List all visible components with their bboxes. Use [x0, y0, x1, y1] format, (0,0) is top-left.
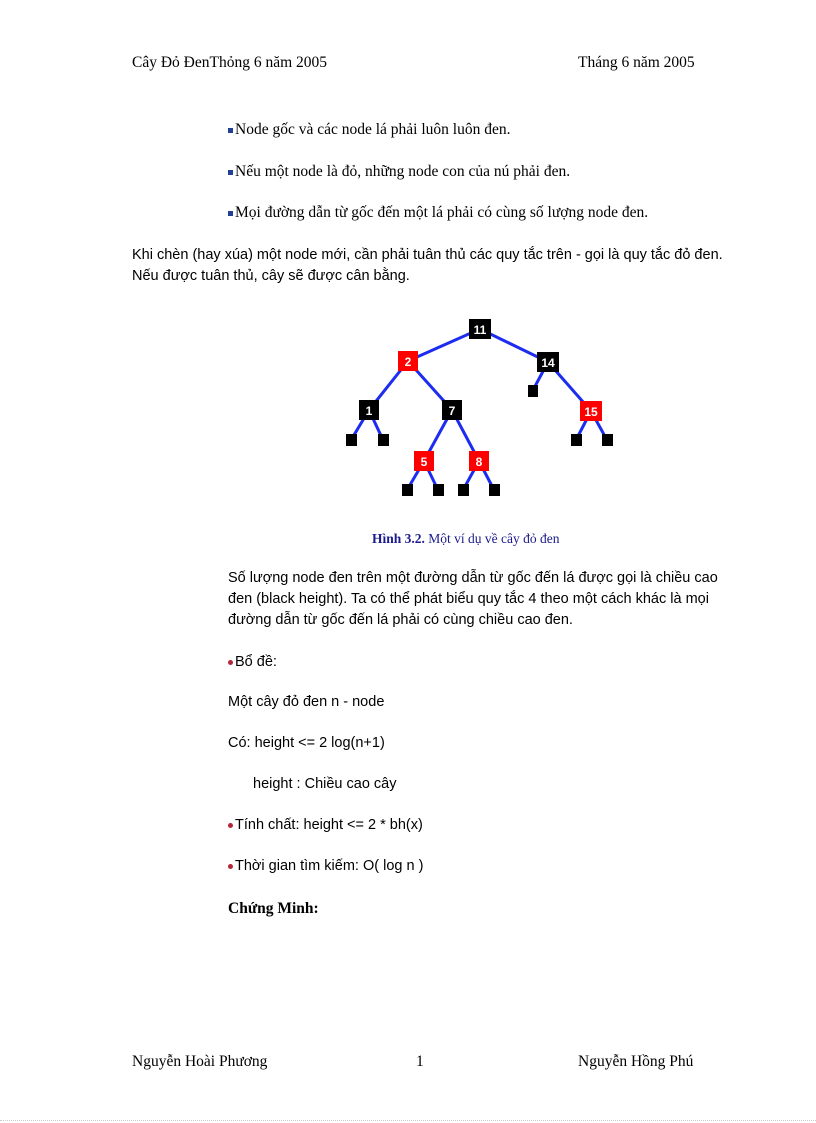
node-label: 15 — [584, 405, 598, 419]
lemma-heading-item — [228, 654, 277, 670]
page-number: 1 — [416, 1053, 424, 1070]
footer-author-right: Nguyễn Hồng Phú — [578, 1053, 694, 1070]
property-text: Tính chất: height <= 2 * bh(x) — [235, 817, 423, 833]
tree-node-2 — [398, 351, 418, 371]
nil-leaf — [433, 484, 444, 496]
black-height-paragraph: Số lượng node đen trên một đường dẫn từ gốc đến lá được gọi là chiều cao đen (black height). Ta có thể phát biểu quy tắc 4 theo một cách khác là mọi đường dẫn từ gốc đến lá phải có cùng chiều cao đen. — [228, 570, 718, 628]
tree-node-5 — [414, 451, 434, 471]
lemma-line: height : Chiều cao cây — [253, 776, 397, 792]
square-bullet-icon — [228, 128, 233, 133]
header-date: Tháng 6 năm 2005 — [578, 54, 695, 71]
proof-heading: Chứng Minh: — [228, 900, 319, 917]
tree-node-7 — [442, 400, 462, 420]
nil-leaf — [402, 484, 413, 496]
page-divider — [0, 1120, 816, 1121]
round-bullet-icon — [228, 864, 233, 869]
node-label: 2 — [404, 355, 412, 369]
tree-leaves — [346, 385, 613, 496]
lemma-line: Một cây đỏ đen n - node — [228, 694, 385, 710]
nil-leaf — [602, 434, 613, 446]
square-bullet-icon — [228, 170, 233, 175]
node-label: 8 — [475, 455, 483, 469]
figure-caption — [372, 531, 560, 547]
search-time-text: Thời gian tìm kiếm: O( log n ) — [235, 858, 424, 874]
nil-leaf — [571, 434, 582, 446]
tree-node-1 — [359, 400, 379, 420]
tree-node-11 — [469, 319, 491, 339]
rule-item — [228, 204, 648, 222]
rule-item — [228, 163, 570, 181]
node-label: 11 — [473, 323, 487, 337]
caption-text: Một ví dụ về cây đỏ đen — [424, 531, 560, 546]
rule-text: Nếu một node là đỏ, những node con của nú phải đen. — [235, 163, 571, 180]
nil-leaf — [378, 434, 389, 446]
property-item — [228, 817, 423, 833]
footer-author-left: Nguyễn Hoài Phương — [132, 1053, 268, 1070]
lemma-line: Có: height <= 2 log(n+1) — [228, 735, 385, 751]
round-bullet-icon — [228, 660, 233, 665]
node-label: 7 — [448, 404, 456, 418]
caption-label: Hình 3.2. — [372, 531, 425, 546]
round-bullet-icon — [228, 823, 233, 828]
intro-paragraph: Khi chèn (hay xúa) một node mới, cần phải tuân thủ các quy tắc trên - gọi là quy tắc đỏ đen. Nếu được tuân thủ, cây sẽ được cân bằng. — [132, 247, 723, 284]
rule-text: Mọi đường dẫn từ gốc đến một lá phải có cùng số lượng node đen. — [235, 204, 649, 221]
nil-leaf — [528, 385, 538, 397]
square-bullet-icon — [228, 211, 233, 216]
node-label: 5 — [420, 455, 428, 469]
rule-item — [228, 121, 510, 139]
node-label: 1 — [365, 404, 373, 418]
tree-node-15 — [580, 401, 602, 421]
node-label: 14 — [541, 356, 555, 370]
lemma-heading: Bổ đề: — [235, 654, 277, 670]
nil-leaf — [489, 484, 500, 496]
tree-node-14 — [537, 352, 559, 372]
nil-leaf — [458, 484, 469, 496]
search-time-item — [228, 858, 423, 874]
rule-text: Node gốc và các node lá phải luôn luôn đen. — [235, 121, 511, 138]
nil-leaf — [346, 434, 357, 446]
header-title: Cây Đỏ ĐenThỏng 6 năm 2005 — [132, 54, 328, 71]
tree-node-8 — [469, 451, 489, 471]
red-black-tree-figure — [330, 310, 630, 505]
